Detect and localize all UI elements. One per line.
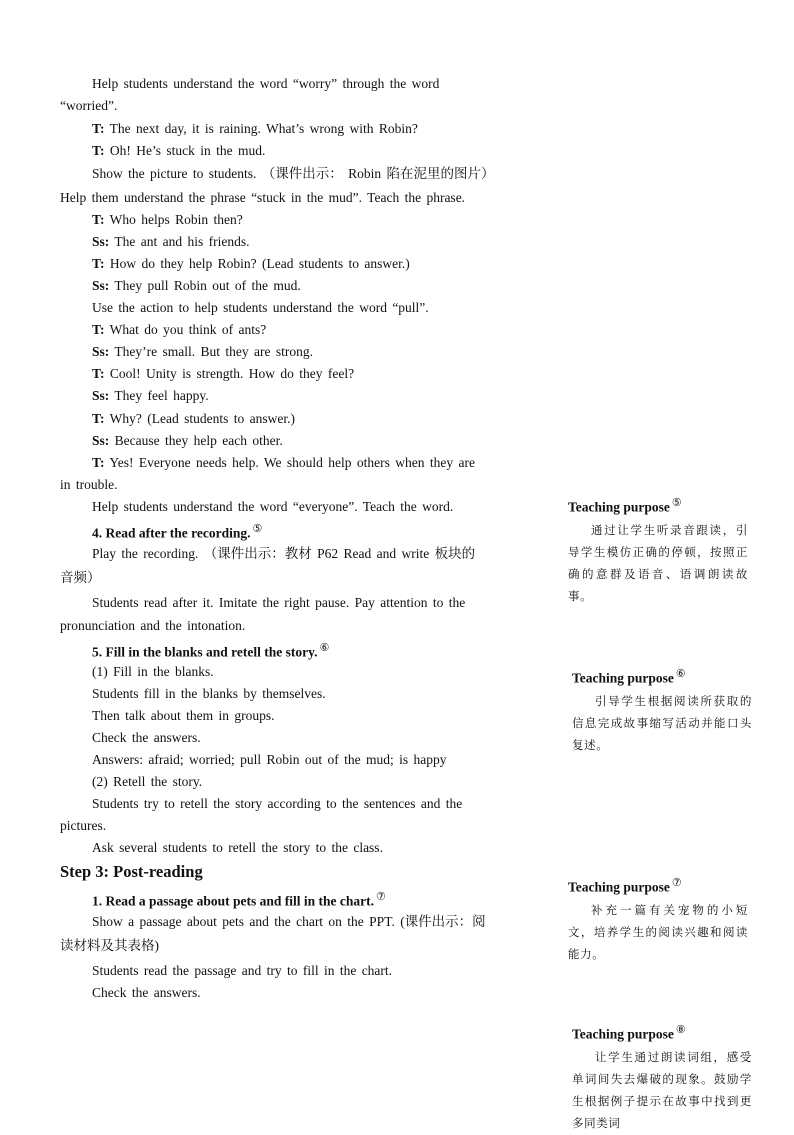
text-line: pronunciation and the intonation. [60, 618, 246, 633]
dialogue-text: The next day, it is raining. What’s wrong with Robin? [104, 121, 418, 136]
speaker-label: T: [92, 455, 105, 470]
footnote-marker: ⑦ [376, 891, 386, 903]
speaker-label: Ss: [92, 433, 110, 448]
dialogue-text: Oh! He’s stuck in the mud. [104, 143, 266, 158]
speaker-label: T: [92, 143, 105, 158]
dialogue-line [92, 255, 410, 273]
dialogue-line [92, 432, 283, 450]
note-text: 通过让学生听录音跟读，引导学生模仿正确的停顿，按照正确的意群及语音、语调朗读故事。 [568, 524, 748, 603]
text-line: Check the answers. [92, 985, 201, 1000]
dialogue-line [92, 321, 266, 339]
dialogue-text: The ant and his friends. [109, 234, 250, 249]
footnote-marker: ⑧ [675, 1024, 686, 1036]
text-line: Play the recording. （课件出示：教材 P62 Read and write 板块的 [92, 546, 476, 561]
text-line: Show the picture to students. （课件出示： Robin 陷在泥里的图片） [92, 166, 495, 181]
note-title [572, 1023, 752, 1043]
note-title-text: Teaching purpose [568, 879, 670, 895]
footnote-marker: ⑤ [252, 523, 263, 535]
dialogue-line [92, 410, 295, 428]
note-title-text: Teaching purpose [572, 670, 674, 686]
text-line: Then talk about them in groups. [92, 708, 275, 723]
speaker-label: Ss: [92, 344, 110, 359]
dialogue-text: Why? (Lead students to answer.) [104, 411, 295, 426]
note-title [568, 876, 748, 896]
section-heading [92, 888, 386, 911]
text-line: Students fill in the blanks by themselves. [92, 686, 326, 701]
note-title [572, 667, 752, 687]
dialogue-line [92, 387, 209, 405]
text-line: Help students understand the word “worry” through the word [92, 76, 440, 91]
speaker-label: Ss: [92, 278, 110, 293]
text-line: Students try to retell the story according to the sentences and the [92, 796, 463, 811]
dialogue-text: They’re small. But they are strong. [109, 344, 313, 359]
footnote-marker: ⑦ [671, 877, 682, 889]
dialogue-text: Cool! Unity is strength. How do they feel? [104, 366, 355, 381]
dialogue-text: They feel happy. [109, 388, 209, 403]
note-text: 引导学生根据阅读所获取的信息完成故事缩写活动并能口头复述。 [572, 695, 752, 752]
text-line: 音频） [60, 570, 101, 585]
dialogue-text: Yes! Everyone needs help. We should help others when they are [104, 455, 475, 470]
footnote-marker: ⑥ [319, 642, 330, 654]
dialogue-text: How do they help Robin? (Lead students to answer.) [104, 256, 410, 271]
note-title-text: Teaching purpose [572, 1026, 674, 1042]
speaker-label: T: [92, 366, 105, 381]
note-title-text: Teaching purpose [568, 499, 670, 515]
note-title [568, 496, 748, 516]
text-line: “worried”. [60, 98, 118, 113]
text-line: (1) Fill in the blanks. [92, 664, 214, 679]
footnote-marker: ⑤ [671, 497, 682, 509]
dialogue-line [92, 120, 418, 138]
text-line: Answers: afraid; worried; pull Robin out of the mud; is happy [92, 752, 447, 767]
teaching-purpose-note [572, 1023, 752, 1130]
section-heading [92, 520, 262, 543]
dialogue-line [92, 277, 301, 295]
heading-text: 5. Fill in the blanks and retell the story. [92, 644, 318, 660]
text-line: Help students understand the word “everyone”. Teach the word. [92, 499, 454, 514]
dialogue-text: They pull Robin out of the mud. [109, 278, 301, 293]
heading-text: 4. Read after the recording. [92, 525, 251, 541]
speaker-label: T: [92, 212, 105, 227]
teaching-purpose-note [568, 876, 748, 966]
speaker-label: Ss: [92, 234, 110, 249]
dialogue-line [92, 365, 354, 383]
note-text: 补充一篇有关宠物的小短文，培养学生的阅读兴趣和阅读能力。 [568, 904, 748, 961]
speaker-label: Ss: [92, 388, 110, 403]
speaker-label: T: [92, 322, 105, 337]
section-heading [92, 639, 329, 662]
text-line: Check the answers. [92, 730, 201, 745]
text-line: pictures. [60, 818, 107, 833]
speaker-label: T: [92, 121, 105, 136]
step-heading: Step 3: Post-reading [60, 862, 203, 881]
teaching-purpose-note [572, 667, 752, 757]
dialogue-line [92, 142, 265, 160]
footnote-marker: ⑥ [675, 668, 686, 680]
text-line: Students read the passage and try to fill in the chart. [92, 963, 393, 978]
text-line: Use the action to help students understand the word “pull”. [92, 300, 429, 315]
dialogue-line [92, 343, 313, 361]
dialogue-line [92, 211, 243, 229]
text-line: in trouble. [60, 477, 118, 492]
text-line: Show a passage about pets and the chart on the PPT. (课件出示：阅 [92, 914, 486, 929]
text-line: (2) Retell the story. [92, 774, 203, 789]
dialogue-line [92, 454, 475, 472]
teaching-purpose-note [568, 496, 748, 608]
text-line: 读材料及其表格) [60, 938, 159, 953]
text-line: Students read after it. Imitate the right pause. Pay attention to the [92, 595, 466, 610]
dialogue-text: Because they help each other. [109, 433, 283, 448]
text-line: Help them understand the phrase “stuck in the mud”. Teach the phrase. [60, 190, 466, 205]
dialogue-text: Who helps Robin then? [104, 212, 243, 227]
note-text: 让学生通过朗读词组，感受单词间失去爆破的现象。鼓励学生根据例子提示在故事中找到更多同类词 [572, 1051, 752, 1130]
heading-text: 1. Read a passage about pets and fill in the chart. [92, 893, 375, 909]
dialogue-text: What do you think of ants? [104, 322, 267, 337]
speaker-label: T: [92, 256, 105, 271]
speaker-label: T: [92, 411, 105, 426]
text-line: Ask several students to retell the story to the class. [92, 840, 383, 855]
dialogue-line [92, 233, 250, 251]
